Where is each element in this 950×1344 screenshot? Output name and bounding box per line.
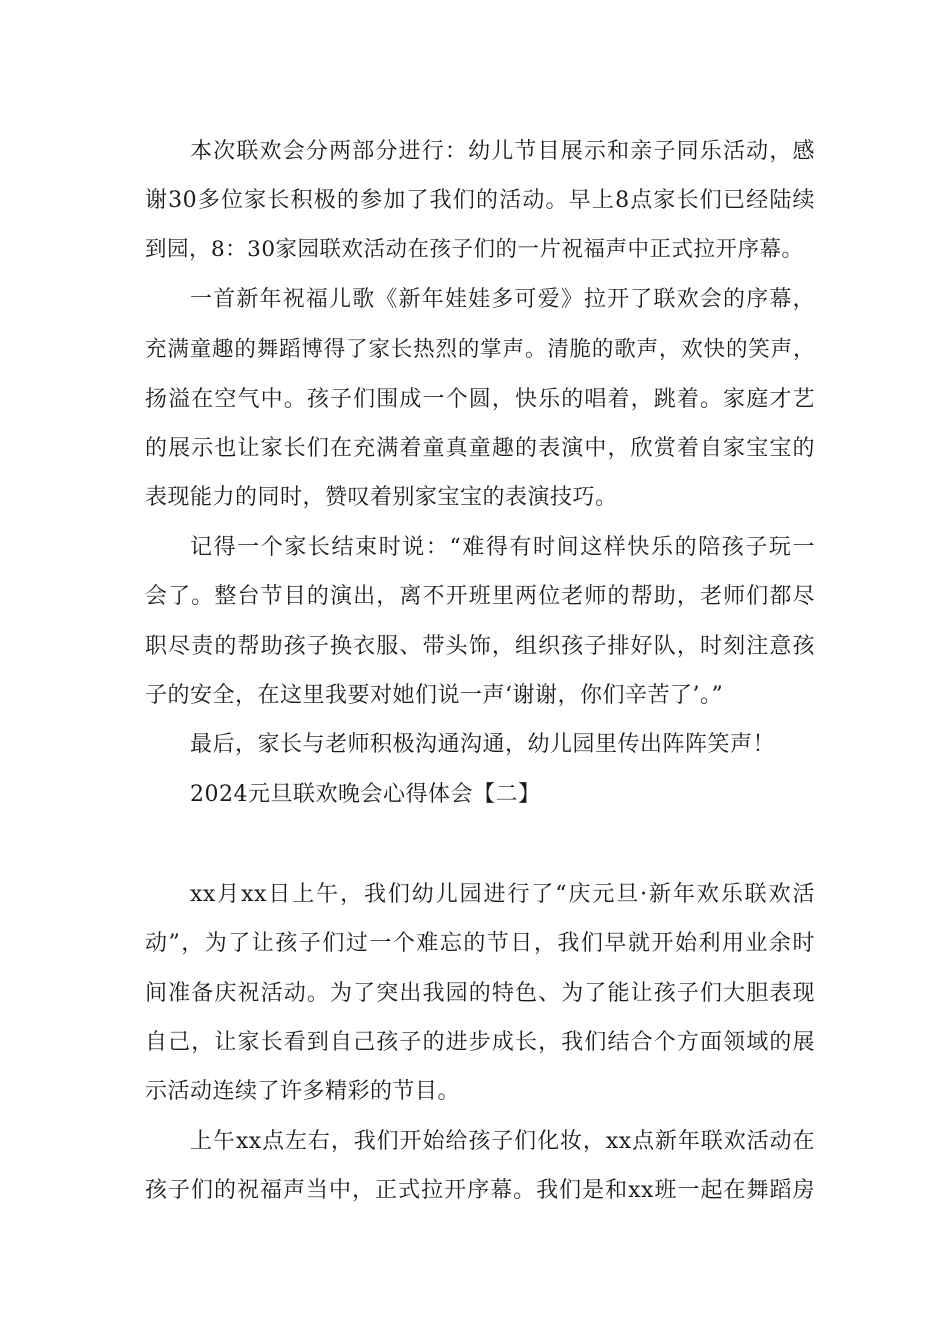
text-line: 孩子们的祝福声当中，正式拉开序幕。我们是和xx班一起在舞蹈房 [145,1178,815,1203]
text-line: 间准备庆祝活动。为了突出我园的特色、为了能让孩子们大胆表现 [145,981,815,1006]
text-line: 本次联欢会分两部分进行：幼儿节目展示和亲子同乐活动，感 [190,139,815,164]
text-line: xx月xx日上午，我们幼儿园进行了“庆元旦·新年欢乐联欢活 [190,882,815,907]
text-line: 动”，为了让孩子们过一个难忘的节日，我们早就开始利用业余时 [145,931,815,956]
text-line: 一首新年祝福儿歌《新年娃娃多可爱》拉开了联欢会的序幕， [190,287,815,312]
text-line: 到园，8：30家园联欢活动在孩子们的一片祝福声中正式拉开序幕。 [145,237,804,262]
text-line: 表现能力的同时，赞叹着别家宝宝的表演技巧。 [145,485,618,510]
text-line: 示活动连续了许多精彩的节目。 [145,1079,461,1104]
text-line: 自己，让家长看到自己孩子的进步成长，我们结合个方面领域的展 [145,1030,815,1055]
text-line: 的展示也让家长们在充满着童真童趣的表演中，欣赏着自家宝宝的 [145,436,815,461]
text-line: 最后，家长与老师积极沟通沟通，幼儿园里传出阵阵笑声！ [190,732,776,757]
text-line: 记得一个家长结束时说：“难得有时间这样快乐的陪孩子玩一 [190,535,815,560]
text-line: 上午xx点左右，我们开始给孩子们化妆，xx点新年联欢活动在 [190,1129,815,1154]
text-line: 谢30多位家长积极的参加了我们的活动。早上8点家长们已经陆续 [145,188,815,213]
section-heading: 2024元旦联欢晚会心得体会【二】 [190,782,541,807]
text-line: 会了。整台节目的演出，离不开班里两位老师的帮助，老师们都尽 [145,584,815,609]
text-line: 扬溢在空气中。孩子们围成一个圆，快乐的唱着，跳着。家庭才艺 [145,387,815,412]
text-line: 充满童趣的舞蹈博得了家长热烈的掌声。清脆的歌声，欢快的笑声， [145,337,815,362]
text-line: 职尽责的帮助孩子换衣服、带头饰，组织孩子排好队，时刻注意孩 [145,634,815,659]
text-line: 子的安全，在这里我要对她们说一声‘谢谢，你们辛苦了’。” [145,683,724,708]
